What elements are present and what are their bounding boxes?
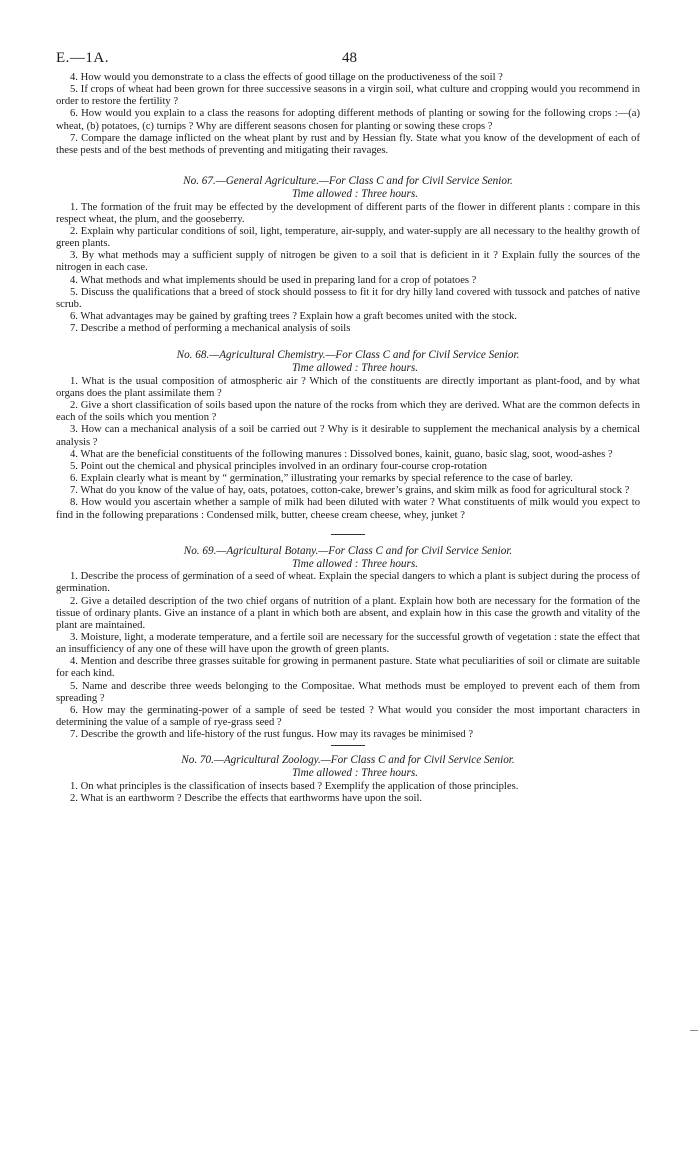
question: 4. What methods and what implements should be used in preparing land for a crop of potatoes ? bbox=[70, 274, 477, 286]
question: 4. Mention and describe three grasses suitable for growing in permanent pasture. State what peculiarities of soil or climate are suitable for each kind. bbox=[56, 656, 640, 680]
section-title: No. 67.—General Agriculture.—For Class C and for Civil Service Senior. bbox=[183, 175, 513, 188]
question: 5. Point out the chemical and physical principles involved in an ordinary four-course crop-rotation bbox=[70, 460, 487, 472]
question: 5. If crops of wheat had been grown for three successive seasons in a virgin soil, what culture and cropping would you recommend in order to restore the fertility ? bbox=[56, 84, 640, 108]
page-header bbox=[56, 50, 640, 72]
section-title: No. 69.—Agricultural Botany.—For Class C and for Civil Service Senior. bbox=[183, 544, 513, 557]
time-allowed: Time allowed : Three hours. bbox=[291, 767, 419, 780]
question: 1. On what principles is the classification of insects based ? Exemplify the application of those principles. bbox=[70, 780, 519, 792]
question: 4. How would you demonstrate to a class the effects of good tillage on the productiveness of the soil ? bbox=[70, 72, 503, 83]
exam-section-69 bbox=[56, 545, 640, 742]
exam-section-68 bbox=[56, 349, 640, 521]
page-edge-mark bbox=[690, 1030, 698, 1031]
exam-section-67 bbox=[56, 175, 640, 335]
question: 6. Explain clearly what is meant by “ germination,” illustrating your remarks by special reference to the case of barley. bbox=[70, 473, 573, 485]
time-allowed: Time allowed : Three hours. bbox=[291, 362, 419, 375]
page-number: 48 bbox=[342, 50, 357, 66]
document-page bbox=[56, 50, 640, 805]
question: 5. Discuss the qualifications that a breed of stock should possess to fit it for dry hilly land covered with tussock and patches of native scrub. bbox=[56, 286, 640, 310]
question: 3. By what methods may a sufficient supply of nitrogen be given to a soil that is deficient in it ? Explain fully the sources of the nitrogen in each case. bbox=[56, 250, 640, 274]
question: 6. How may the germinating-power of a sample of seed be tested ? What would you consider the most important characters in determining the value of a sample of rye-grass seed ? bbox=[56, 704, 640, 729]
intro-question-list bbox=[56, 72, 640, 157]
time-allowed: Time allowed : Three hours. bbox=[291, 557, 419, 570]
section-title: No. 70.—Agricultural Zoology.—For Class C and for Civil Service Senior. bbox=[181, 754, 515, 767]
question: 7. Describe a method of performing a mechanical analysis of soils bbox=[70, 323, 351, 335]
question: 3. How can a mechanical analysis of a soil be carried out ? Why is it desirable to supplement the mechanical analysis by a chemical analysis ? bbox=[56, 424, 640, 448]
document-reference: E.—1A. bbox=[56, 50, 109, 66]
question: 7. Compare the damage inflicted on the wheat plant by rust and by Hessian fly. State what you know of the development of each of these pests and of the best methods of preventing and mitigating their ravages. bbox=[56, 132, 640, 156]
question: 7. What do you know of the value of hay, oats, potatoes, cotton-cake, brewer’s grains, and skim milk as food for agricultural stock ? bbox=[70, 485, 630, 497]
question: 2. Give a detailed description of the two chief organs of nutrition of a plant. Explain how both are necessary for the formation of the tissue of ordinary plants. Give an instance of a plant in which both are absent, and explain how in this case the growth and vitality of the plant are maintained. bbox=[56, 595, 640, 631]
question: 7. Describe the growth and life-history of the rust fungus. How may its ravages be minimised ? bbox=[70, 729, 474, 741]
question: 1. Describe the process of germination of a seed of wheat. Explain the special dangers to which a plant is subject during the process of germination. bbox=[56, 571, 640, 595]
question: 2. Give a short classification of soils based upon the nature of the rocks from which they are derived. What are the common defects in each of the soils which you mention ? bbox=[56, 400, 640, 424]
question: 6. How would you explain to a class the reasons for adopting different methods of planting or sowing for the following crops :—(a) wheat, (b) potatoes, (c) turnips ? Why are different seasons chosen for planting or sowing these crops ? bbox=[56, 108, 640, 132]
question: 4. What are the beneficial constituents of the following manures : Dissolved bones, kainit, guano, basic slag, soot, wood-ashes ? bbox=[70, 448, 613, 460]
question: 1. What is the usual composition of atmospheric air ? Which of the constituents are directly important as plant-food, and by what organs does the plant assimilate them ? bbox=[56, 375, 640, 399]
section-title: No. 68.—Agricultural Chemistry.—For Class C and for Civil Service Senior. bbox=[176, 349, 520, 362]
question: 3. Moisture, light, a moderate temperature, and a fertile soil are necessary for the successful growth of vegetation : state the effect that an insufficiency of any one of these will have upon the growth of green plants. bbox=[56, 631, 640, 656]
question: 1. The formation of the fruit may be effected by the development of different parts of the flower in different plants : compare in this respect wheat, the plum, and the gooseberry. bbox=[56, 201, 640, 225]
question: 6. What advantages may be gained by grafting trees ? Explain how a graft becomes united with the stock. bbox=[70, 311, 517, 322]
question: 5. Name and describe three weeds belonging to the Compositae. What methods must be employed to prevent each of them from spreading ? bbox=[56, 680, 640, 704]
time-allowed: Time allowed : Three hours. bbox=[291, 188, 419, 201]
question: 2. Explain why particular conditions of soil, light, temperature, air-supply, and water-supply are all necessary to the healthy growth of green plants. bbox=[56, 225, 640, 250]
question: 8. How would you ascertain whether a sample of milk had been diluted with water ? What constituents of milk would you expect to find in the following preparations : Condensed milk, butter, cheese cream cheese, whey, junket ? bbox=[56, 497, 640, 521]
question: 2. What is an earthworm ? Describe the effects that earthworms have upon the soil. bbox=[70, 793, 423, 805]
exam-section-70 bbox=[56, 754, 640, 805]
